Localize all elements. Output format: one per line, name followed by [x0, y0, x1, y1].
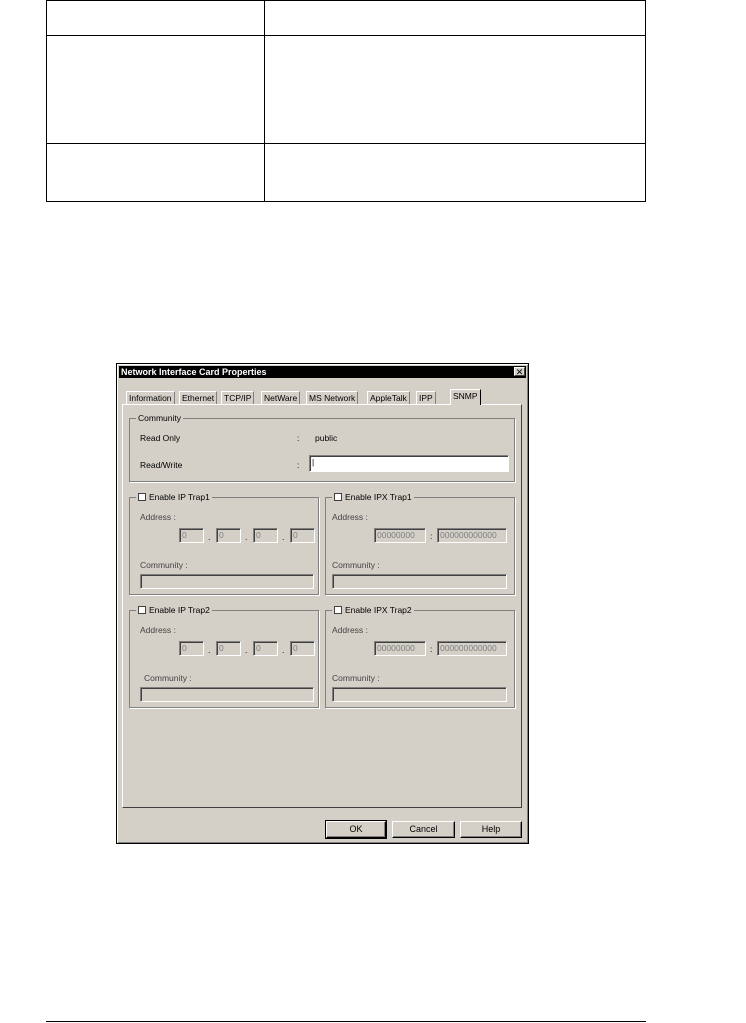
ip-trap1-legend[interactable] [136, 492, 212, 502]
ip-dot: . [208, 532, 211, 542]
ip-trap2-octet-2[interactable]: 0 [216, 641, 241, 656]
ip-trap2-community-input[interactable] [140, 687, 314, 702]
ipx-sep: : [430, 531, 433, 541]
ip-trap2-address-label: Address : [140, 625, 176, 635]
ip-trap2-checkbox[interactable] [138, 606, 146, 614]
tab-tcpip[interactable]: TCP/IP [221, 391, 254, 404]
table-cell [265, 1, 646, 36]
ip-trap2-octet-4[interactable]: 0 [290, 641, 315, 656]
tab-netware[interactable]: NetWare [261, 391, 300, 404]
ip-trap1-octet-1[interactable]: 0 [179, 528, 204, 543]
ipx-trap2-node-input[interactable]: 000000000000 [437, 641, 507, 656]
table-cell [47, 1, 265, 36]
tab-ethernet[interactable]: Ethernet [179, 391, 217, 404]
tab-ipp[interactable]: IPP [416, 391, 436, 404]
title-bar [119, 366, 526, 378]
ip-trap1-label: Enable IP Trap1 [149, 492, 210, 502]
ip-trap1-community-label: Community : [140, 560, 188, 570]
ipx-trap1-checkbox[interactable] [334, 493, 342, 501]
ipx-trap2-community-input[interactable] [332, 687, 507, 702]
ip-trap1-octet-4[interactable]: 0 [290, 528, 315, 543]
ipx-trap2-label: Enable IPX Trap2 [345, 605, 412, 615]
ok-button[interactable]: OK [326, 821, 386, 838]
ipx-trap1-label: Enable IPX Trap1 [345, 492, 412, 502]
footer-rule [46, 1021, 646, 1022]
ip-trap2-legend[interactable] [136, 605, 212, 615]
ip-dot: . [282, 645, 285, 655]
ipx-trap1-group [325, 492, 515, 595]
ip-trap2-octet-1[interactable]: 0 [179, 641, 204, 656]
cancel-button[interactable]: Cancel [392, 821, 455, 838]
table-cell [265, 143, 646, 201]
community-legend: Community [138, 413, 181, 423]
read-only-value: public [315, 433, 338, 443]
help-button[interactable]: Help [460, 821, 522, 838]
tab-snmp[interactable]: SNMP [450, 389, 481, 405]
read-only-label: Read Only [140, 433, 181, 443]
ipx-trap1-legend[interactable] [332, 492, 414, 502]
ip-trap2-group [129, 605, 319, 708]
ip-trap2-octet-3[interactable]: 0 [253, 641, 278, 656]
ip-trap1-octet-2[interactable]: 0 [216, 528, 241, 543]
community-group [129, 413, 515, 482]
ipx-trap2-address-label: Address : [332, 625, 368, 635]
nic-properties-dialog [116, 363, 529, 844]
read-write-colon: : [297, 460, 300, 470]
ipx-trap2-legend[interactable] [332, 605, 414, 615]
ipx-trap1-community-label: Community : [332, 560, 380, 570]
ipx-trap1-node-input[interactable]: 000000000000 [437, 528, 507, 543]
ipx-trap2-group [325, 605, 515, 708]
ipx-trap1-network-input[interactable]: 00000000 [374, 528, 426, 543]
ipx-sep: : [430, 644, 433, 654]
snmp-panel [122, 404, 522, 808]
dialog-title: Network Interface Card Properties [121, 367, 267, 377]
ip-trap1-community-input[interactable] [140, 574, 314, 589]
ip-trap2-community-label: Community : [144, 673, 192, 683]
tab-ms-network[interactable]: MS Network [306, 391, 358, 404]
ipx-trap1-address-label: Address : [332, 512, 368, 522]
read-write-label: Read/Write [140, 460, 183, 470]
read-only-colon: : [297, 433, 300, 443]
ipx-trap2-network-input[interactable]: 00000000 [374, 641, 426, 656]
ip-trap1-address-label: Address : [140, 512, 176, 522]
read-write-input[interactable]: | [309, 455, 509, 472]
document-table [46, 0, 646, 202]
tab-information[interactable]: Information [126, 391, 175, 404]
ip-trap1-checkbox[interactable] [138, 493, 146, 501]
ip-dot: . [282, 532, 285, 542]
tab-appletalk[interactable]: AppleTalk [367, 391, 410, 404]
table-cell [265, 36, 646, 144]
ip-trap1-group [129, 492, 319, 595]
ip-dot: . [245, 532, 248, 542]
ipx-trap1-community-input[interactable] [332, 574, 507, 589]
close-icon[interactable]: ✕ [515, 367, 524, 377]
table-cell [47, 143, 265, 201]
ipx-trap2-checkbox[interactable] [334, 606, 342, 614]
ipx-trap2-community-label: Community : [332, 673, 380, 683]
ip-dot: . [208, 645, 211, 655]
ip-dot: . [245, 645, 248, 655]
ip-trap1-octet-3[interactable]: 0 [253, 528, 278, 543]
ip-trap2-label: Enable IP Trap2 [149, 605, 210, 615]
table-cell [47, 36, 265, 144]
